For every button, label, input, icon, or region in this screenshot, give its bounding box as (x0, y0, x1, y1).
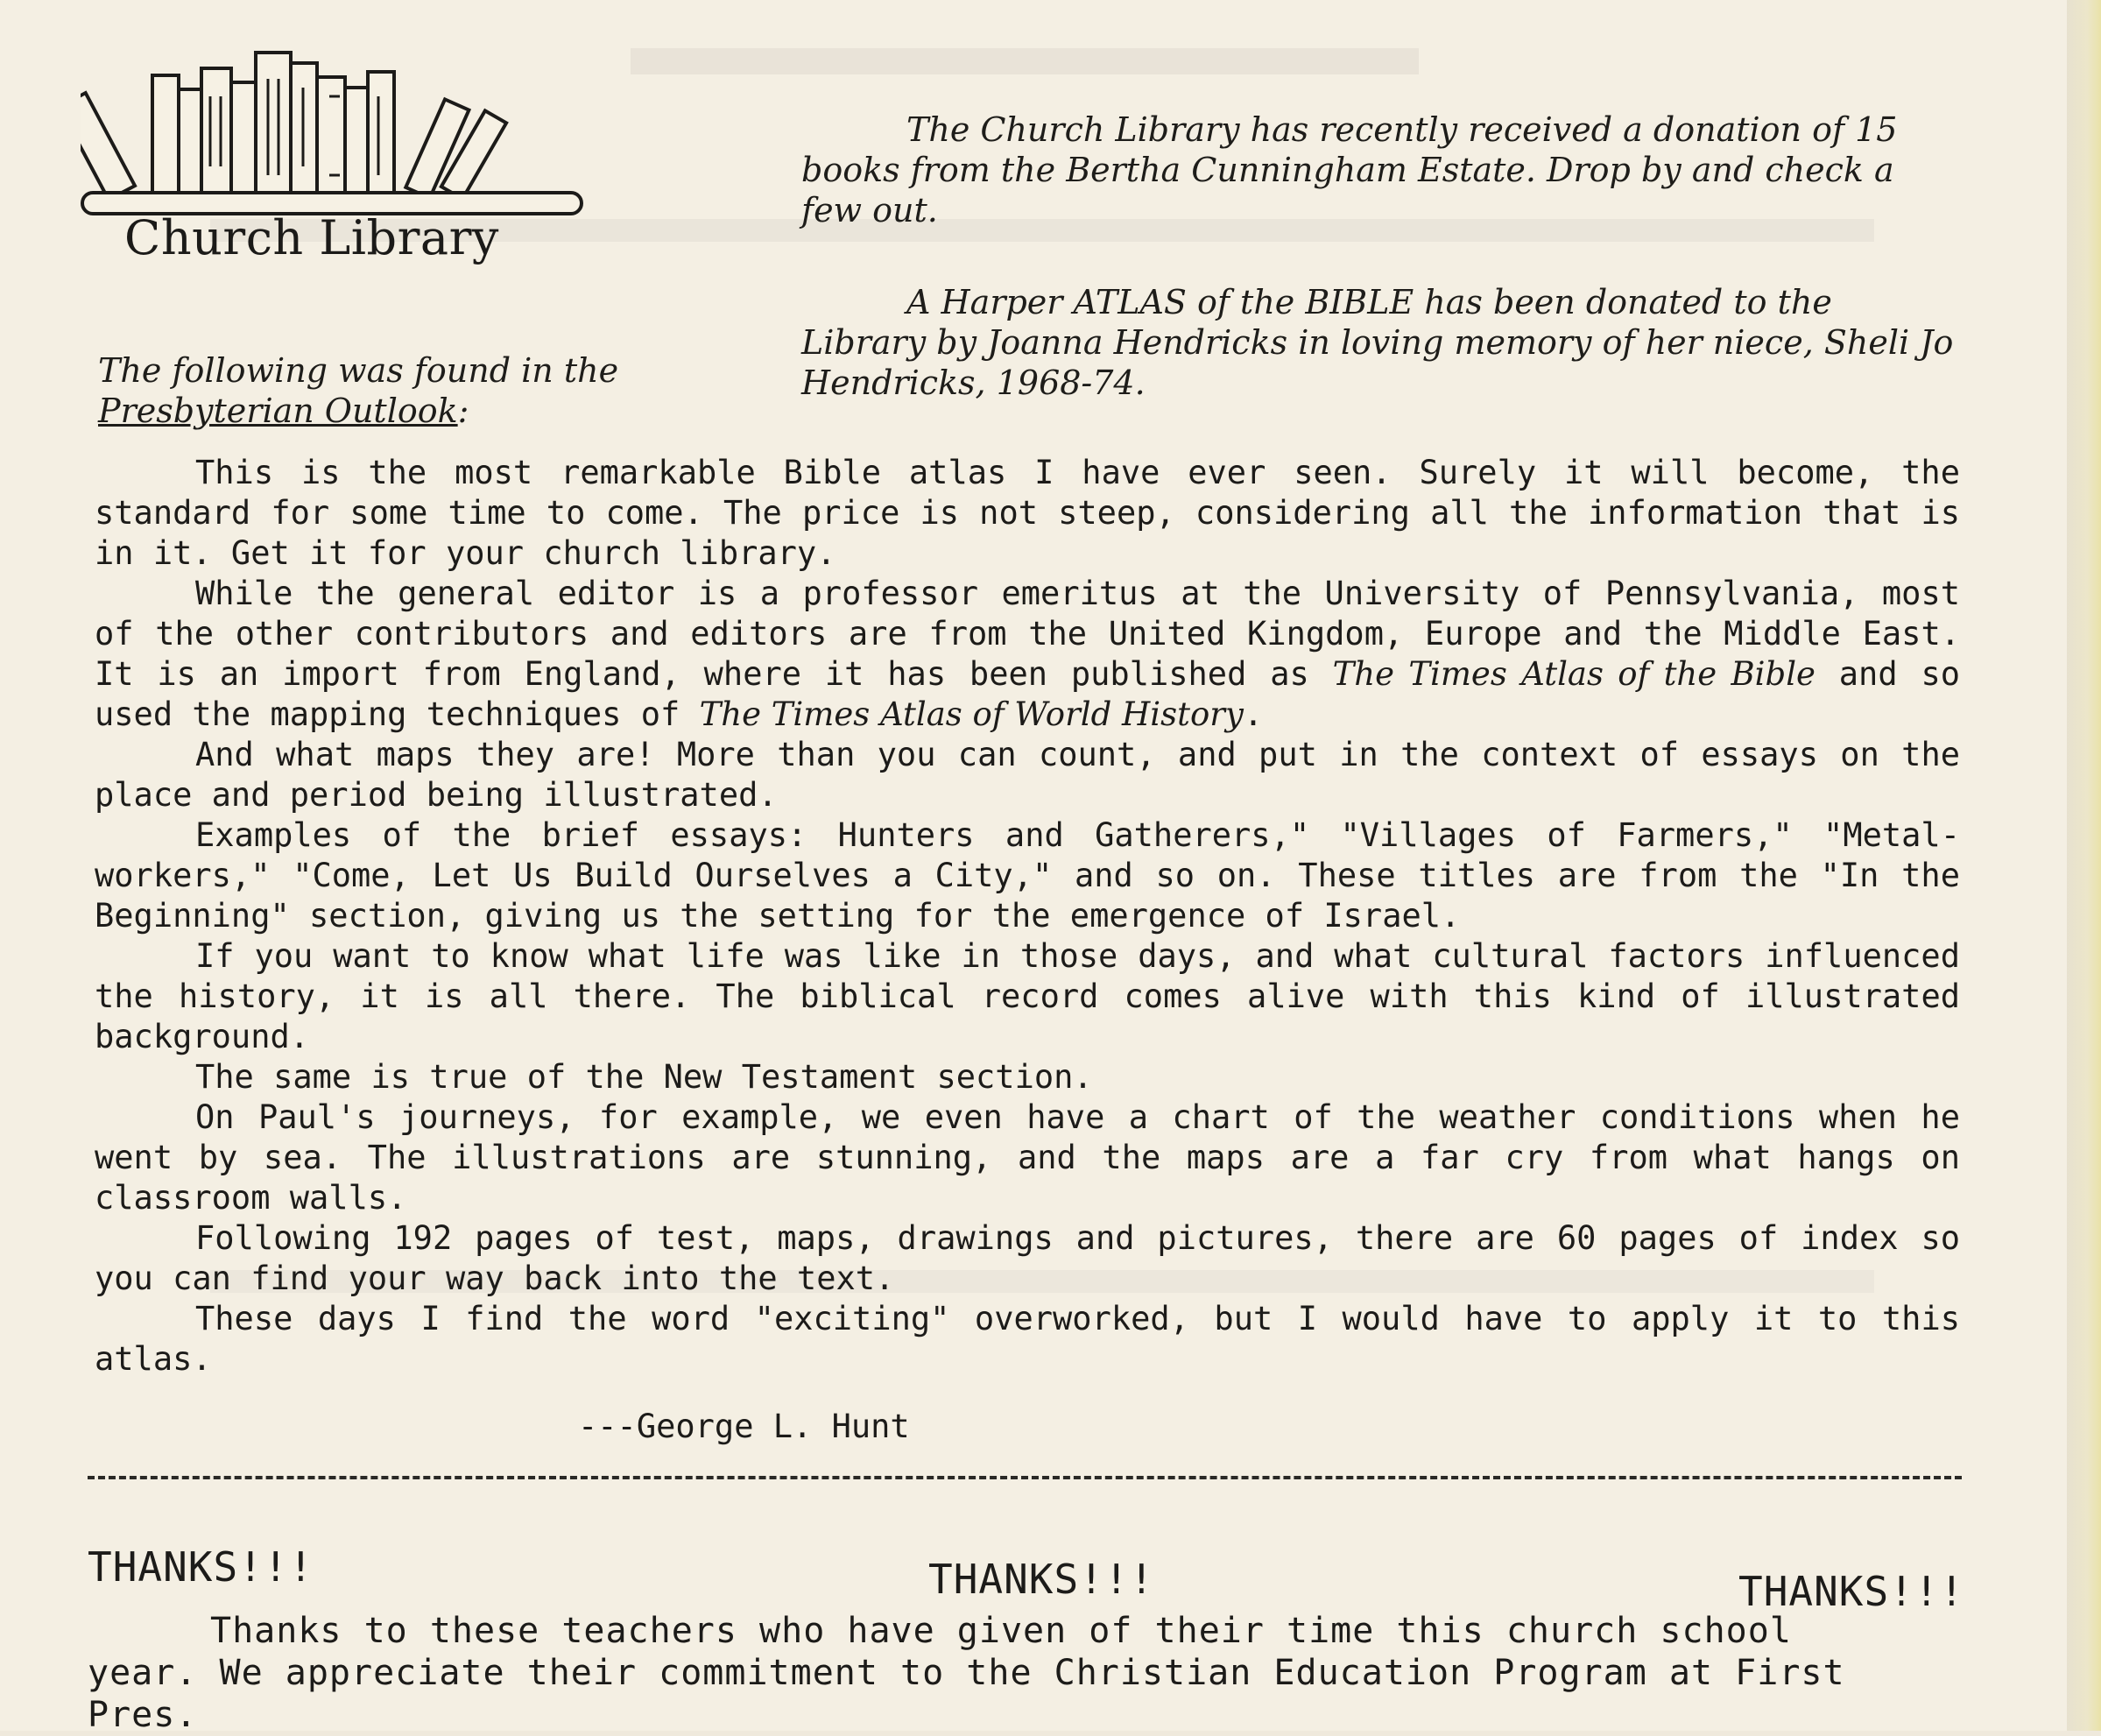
teachers-paragraph: Thanks to these teachers who have given of their time this church school year. We appreciate their commitment to the Christian Education Program at First Pres. (88, 1611, 1845, 1735)
book-title: The Times Atlas of the Bible (1332, 655, 1815, 693)
found-intro-colon: : (457, 392, 469, 430)
review-text-span: . (1243, 695, 1264, 733)
review-text-span: and so used the mapping techniques of (95, 655, 1960, 733)
review-text-span: While the general editor is a professor emeritus at the University of Pennsylvania, most of the other contributors and editors are from the United Kingdom, Europe and the Middle East. It is an import from England, where it has been published as (95, 575, 1960, 693)
review-text (95, 453, 1960, 1380)
page-edge (2067, 0, 2101, 1731)
thanks-heading: THANKS!!! (1738, 1568, 1965, 1615)
found-intro-text: The following was found in the (98, 351, 619, 390)
thanks-heading: THANKS!!! (928, 1556, 1155, 1603)
review-signature: ---George L. Hunt (578, 1408, 910, 1445)
teachers-note (88, 1610, 1892, 1736)
thanks-heading: THANKS!!! (88, 1543, 314, 1591)
source-title: Presbyterian Outlook (98, 392, 458, 430)
review-paragraph: And what maps they are! More than you can count, and put in the context of essays on the place and period being illustrated. (95, 736, 1960, 814)
book-title: The Times Atlas of World History (699, 695, 1244, 733)
review-paragraph (95, 574, 1960, 735)
found-intro (98, 350, 659, 431)
atlas-note: A Harper ATLAS of the BIBLE has been donated to the Library by Joanna Hendricks in loving memory of her niece, Sheli Jo Hendricks, 1968-74. (801, 283, 1954, 402)
review-paragraph: These days I find the word "exciting" overworked, but I would have to apply it to this atlas. (95, 1300, 1960, 1378)
dashed-divider (88, 1476, 1962, 1479)
church-library-logo (81, 44, 589, 272)
review-paragraph: If you want to know what life was like in those days, and what cultural factors influenced the history, it is all there. The biblical record comes alive with this kind of illustrated background. (95, 937, 1960, 1055)
donation-note: The Church Library has recently received a donation of 15 books from the Bertha Cunningham Estate. Drop by and check a few out. (801, 110, 1898, 229)
review-paragraph: On Paul's journeys, for example, we even have a chart of the weather conditions when he went by sea. The illustrations are stunning, and the maps are a far cry from what hangs on classroom walls. (95, 1098, 1960, 1217)
review-paragraph: Following 192 pages of test, maps, drawings and pictures, there are 60 pages of index so you can find your way back into the text. (95, 1219, 1960, 1297)
books-on-shelf-icon (81, 44, 589, 219)
review-paragraph: This is the most remarkable Bible atlas I have ever seen. Surely it will become, the standard for some time to come. The price is not steep, considering all the information that is in it. Get it for your church library. (95, 454, 1960, 572)
bleed-through (631, 48, 1419, 74)
review-paragraph: Examples of the brief essays: Hunters and Gatherers," "Villages of Farmers," "Metal-workers," "Come, Let Us Build Ourselves a City," and so on. These titles are from the "In the Beginning" section, giving us the setting for the emergence of Israel. (95, 816, 1960, 935)
logo-label: Church Library (124, 210, 499, 265)
review-paragraph: The same is true of the New Testament section. (195, 1058, 1093, 1096)
